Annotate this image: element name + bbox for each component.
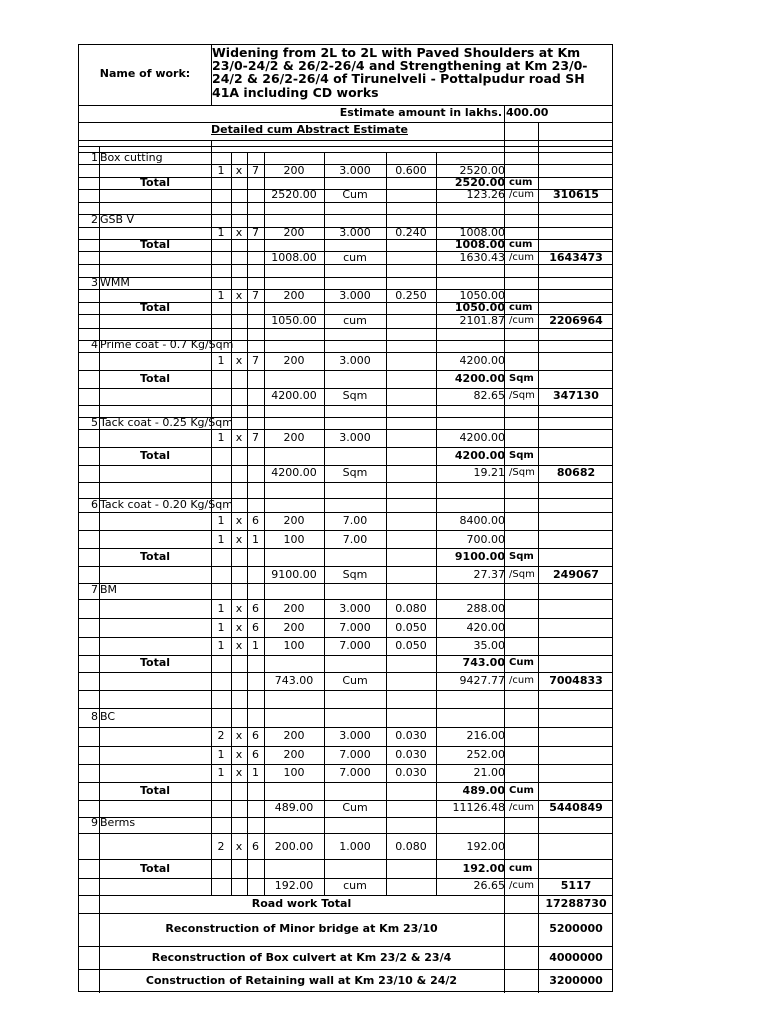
summary-amount: 17288730 (545, 897, 607, 910)
length-cell: 200 (283, 514, 305, 527)
rate-cell: 82.65 (473, 389, 505, 402)
multiplier-cell: 1 (217, 621, 225, 634)
count-cell: 6 (252, 729, 259, 742)
grid-line (538, 122, 539, 140)
times-cell: x (235, 840, 243, 853)
grid-line (79, 969, 612, 970)
total-quantity: 192.00 (462, 862, 505, 875)
total-label: Total (139, 301, 171, 314)
multiplier-cell: 1 (217, 164, 225, 177)
quantity-cell: 288.00 (466, 602, 505, 615)
times-cell: x (235, 729, 243, 742)
quantity-cell: 4200.00 (459, 431, 505, 444)
total-unit: Sqm (509, 450, 534, 461)
count-cell: 6 (252, 840, 259, 853)
rate-unit: /cum (509, 802, 534, 813)
summary-label: Reconstruction of Box culvert at Km 23/2 & 23/4 (151, 951, 452, 964)
item-name: Box cutting (100, 151, 163, 164)
grid-line (79, 512, 612, 513)
breadth-cell: 3.000 (339, 226, 371, 239)
rate-unit: /cum (509, 252, 534, 263)
rate-unit: /cum (509, 675, 534, 686)
item-name: WMM (100, 276, 130, 289)
depth-cell: 0.050 (395, 621, 427, 634)
abstract-unit: Sqm (342, 466, 368, 479)
item-number: 1 (91, 151, 98, 164)
abstract-unit: cum (343, 251, 367, 264)
grid-line (79, 764, 612, 765)
quantity-cell: 216.00 (466, 729, 505, 742)
item-number: 2 (91, 213, 98, 226)
grid-line (79, 328, 612, 329)
total-unit: cum (509, 863, 533, 874)
length-cell: 200 (283, 164, 305, 177)
depth-cell: 0.080 (395, 840, 427, 853)
grid-line (79, 708, 612, 709)
breadth-cell: 3.000 (339, 289, 371, 302)
estimate-sheet (78, 44, 613, 992)
multiplier-cell: 1 (217, 766, 225, 779)
times-cell: x (235, 766, 243, 779)
count-cell: 1 (252, 639, 259, 652)
rate-cell: 123.26 (466, 188, 505, 201)
breadth-cell: 7.000 (339, 639, 371, 652)
rate-unit: /Sqm (509, 569, 535, 580)
grid-line (79, 202, 612, 203)
total-quantity: 1050.00 (454, 301, 505, 314)
abstract-quantity: 1008.00 (271, 251, 317, 264)
abstract-quantity: 489.00 (274, 801, 314, 814)
multiplier-cell: 1 (217, 748, 225, 761)
abstract-unit: Cum (342, 674, 368, 687)
summary-amount: 5200000 (549, 922, 603, 935)
amount-cell: 80682 (556, 466, 596, 479)
quantity-cell: 8400.00 (459, 514, 505, 527)
item-name: Tack coat - 0.25 Kg/Sqm (100, 416, 233, 429)
times-cell: x (235, 164, 243, 177)
rate-cell: 26.65 (473, 879, 505, 892)
total-label: Total (139, 656, 171, 669)
item-number: 8 (91, 710, 98, 723)
abstract-quantity: 2520.00 (271, 188, 317, 201)
count-cell: 1 (252, 766, 259, 779)
grid-line (79, 946, 612, 947)
abstract-unit: Sqm (342, 389, 368, 402)
multiplier-cell: 2 (217, 840, 225, 853)
summary-label: Road work Total (251, 897, 352, 910)
length-cell: 100 (283, 639, 305, 652)
item-name: GSB V (100, 213, 135, 226)
times-cell: x (235, 602, 243, 615)
grid-line (79, 913, 612, 914)
grid-line (79, 482, 612, 483)
quantity-cell: 700.00 (466, 533, 505, 546)
grid-line (79, 370, 612, 371)
breadth-cell: 7.000 (339, 621, 371, 634)
abstract-unit: Cum (342, 801, 368, 814)
rate-cell: 19.21 (473, 466, 505, 479)
quantity-cell: 1050.00 (459, 289, 505, 302)
times-cell: x (235, 621, 243, 634)
times-cell: x (235, 289, 243, 302)
total-label: Total (139, 176, 171, 189)
count-cell: 6 (252, 602, 259, 615)
length-cell: 200 (283, 289, 305, 302)
grid-line (79, 140, 612, 141)
quantity-cell: 4200.00 (459, 354, 505, 367)
length-cell: 200 (283, 226, 305, 239)
count-cell: 7 (252, 226, 259, 239)
amount-cell: 1643473 (549, 251, 603, 264)
multiplier-cell: 1 (217, 602, 225, 615)
summary-label: Construction of Retaining wall at Km 23/10 & 24/2 (145, 974, 458, 987)
breadth-cell: 3.000 (339, 354, 371, 367)
grid-line (79, 566, 612, 567)
total-quantity: 743.00 (462, 656, 505, 669)
item-name: Berms (100, 816, 136, 829)
breadth-cell: 3.000 (339, 164, 371, 177)
summary-amount: 4000000 (549, 951, 603, 964)
abstract-unit: Sqm (342, 568, 368, 581)
depth-cell: 0.050 (395, 639, 427, 652)
abstract-unit: Cum (342, 188, 368, 201)
total-unit: cum (509, 302, 533, 313)
times-cell: x (235, 748, 243, 761)
grid-line (79, 746, 612, 747)
abstract-quantity: 743.00 (274, 674, 314, 687)
count-cell: 7 (252, 354, 259, 367)
total-unit: cum (509, 177, 533, 188)
abstract-quantity: 9100.00 (271, 568, 317, 581)
depth-cell: 0.240 (395, 226, 427, 239)
item-number: 5 (91, 416, 98, 429)
grid-line (79, 146, 612, 147)
total-unit: Cum (509, 657, 534, 668)
item-name: BM (100, 583, 118, 596)
length-cell: 100 (283, 766, 305, 779)
total-unit: cum (509, 239, 533, 250)
count-cell: 7 (252, 431, 259, 444)
grid-line (79, 447, 612, 448)
grid-line (79, 548, 612, 549)
breadth-cell: 7.000 (339, 748, 371, 761)
rate-cell: 2101.87 (459, 314, 505, 327)
breadth-cell: 3.000 (339, 729, 371, 742)
depth-cell: 0.030 (395, 748, 427, 761)
grid-line (79, 833, 612, 834)
grid-line (79, 859, 612, 860)
abstract-unit: cum (343, 314, 367, 327)
length-cell: 200 (283, 354, 305, 367)
abstract-quantity: 4200.00 (271, 466, 317, 479)
total-label: Total (139, 784, 171, 797)
times-cell: x (235, 354, 243, 367)
rate-cell: 1630.43 (459, 251, 505, 264)
total-quantity: 489.00 (462, 784, 505, 797)
length-cell: 200 (283, 431, 305, 444)
quantity-cell: 21.00 (473, 766, 505, 779)
item-name: Prime coat - 0.7 Kg/Sqm (100, 338, 234, 351)
breadth-cell: 3.000 (339, 602, 371, 615)
quantity-cell: 35.00 (473, 639, 505, 652)
work-title: Widening from 2L to 2L with Paved Shoulders at Km 23/0-24/2 & 26/2-26/4 and Strengthening at Km 23/0-24/2 & 26/2-26/4 of Tirunelveli - Pottalpudur road SH 41A including CD works (212, 45, 588, 100)
breadth-cell: 1.000 (339, 840, 371, 853)
multiplier-cell: 1 (217, 289, 225, 302)
grid-line (538, 140, 539, 993)
depth-cell: 0.250 (395, 289, 427, 302)
length-cell: 200 (283, 729, 305, 742)
times-cell: x (235, 514, 243, 527)
total-quantity: 9100.00 (454, 550, 505, 563)
grid-line (386, 152, 387, 895)
multiplier-cell: 1 (217, 226, 225, 239)
multiplier-cell: 1 (217, 514, 225, 527)
multiplier-cell: 2 (217, 729, 225, 742)
count-cell: 6 (252, 514, 259, 527)
depth-cell: 0.030 (395, 729, 427, 742)
name-of-work-label: Name of work: (99, 67, 191, 80)
breadth-cell: 7.000 (339, 766, 371, 779)
item-name: BC (100, 710, 116, 723)
amount-cell: 310615 (553, 188, 599, 201)
count-cell: 1 (252, 533, 259, 546)
depth-cell: 0.080 (395, 602, 427, 615)
item-name: Tack coat - 0.20 Kg/Sqm (100, 498, 233, 511)
grid-line (79, 637, 612, 638)
quantity-cell: 2520.00 (459, 164, 505, 177)
item-number: 7 (91, 583, 98, 596)
rate-unit: /Sqm (509, 467, 535, 478)
rate-cell: 11126.48 (452, 801, 505, 814)
grid-line (79, 352, 612, 353)
times-cell: x (235, 431, 243, 444)
count-cell: 7 (252, 164, 259, 177)
count-cell: 7 (252, 289, 259, 302)
rate-cell: 9427.77 (459, 674, 505, 687)
total-label: Total (139, 550, 171, 563)
length-cell: 100 (283, 533, 305, 546)
amount-cell: 7004833 (549, 674, 603, 687)
grid-line (99, 146, 100, 913)
abstract-quantity: 192.00 (274, 879, 314, 892)
grid-line (79, 405, 612, 406)
amount-cell: 249067 (553, 568, 599, 581)
multiplier-cell: 1 (217, 354, 225, 367)
total-unit: Cum (509, 785, 534, 796)
length-cell: 200.00 (274, 840, 314, 853)
multiplier-cell: 1 (217, 639, 225, 652)
amount-cell: 5440849 (549, 801, 603, 814)
grid-line (504, 105, 505, 140)
length-cell: 200 (283, 748, 305, 761)
quantity-cell: 1008.00 (459, 226, 505, 239)
quantity-cell: 252.00 (466, 748, 505, 761)
summary-label: Reconstruction of Minor bridge at Km 23/10 (165, 922, 438, 935)
depth-cell: 0.600 (395, 164, 427, 177)
total-unit: Sqm (509, 551, 534, 562)
rate-unit: /Sqm (509, 390, 535, 401)
breadth-cell: 7.00 (342, 514, 368, 527)
depth-cell: 0.030 (395, 766, 427, 779)
amount-cell: 2206964 (549, 314, 603, 327)
item-number: 4 (91, 338, 98, 351)
amount-cell: 5117 (560, 879, 592, 892)
item-number: 9 (91, 816, 98, 829)
grid-line (79, 429, 612, 430)
grid-line (79, 599, 612, 600)
total-quantity: 1008.00 (454, 238, 505, 251)
estimate-amount-label: Estimate amount in lakhs. (339, 106, 502, 119)
abstract-quantity: 4200.00 (271, 389, 317, 402)
grid-line (79, 672, 612, 673)
total-quantity: 2520.00 (454, 176, 505, 189)
grid-line (79, 895, 612, 896)
grid-line (79, 530, 612, 531)
length-cell: 200 (283, 621, 305, 634)
total-quantity: 4200.00 (454, 449, 505, 462)
rate-cell: 27.37 (473, 568, 505, 581)
total-label: Total (139, 372, 171, 385)
multiplier-cell: 1 (217, 431, 225, 444)
quantity-cell: 192.00 (466, 840, 505, 853)
total-quantity: 4200.00 (454, 372, 505, 385)
rate-unit: /cum (509, 315, 534, 326)
item-number: 6 (91, 498, 98, 511)
grid-line (79, 264, 612, 265)
total-label: Total (139, 238, 171, 251)
times-cell: x (235, 226, 243, 239)
times-cell: x (235, 533, 243, 546)
breadth-cell: 7.00 (342, 533, 368, 546)
grid-line (79, 618, 612, 619)
breadth-cell: 3.000 (339, 431, 371, 444)
total-label: Total (139, 449, 171, 462)
amount-cell: 347130 (553, 389, 599, 402)
total-unit: Sqm (509, 373, 534, 384)
grid-line (79, 690, 612, 691)
estimate-subtitle: Detailed cum Abstract Estimate (211, 123, 408, 136)
grid-line (79, 727, 612, 728)
abstract-unit: cum (343, 879, 367, 892)
multiplier-cell: 1 (217, 533, 225, 546)
count-cell: 6 (252, 748, 259, 761)
length-cell: 200 (283, 602, 305, 615)
estimate-amount-value: 400.00 (506, 106, 549, 119)
rate-unit: /cum (509, 880, 534, 891)
times-cell: x (235, 639, 243, 652)
count-cell: 6 (252, 621, 259, 634)
abstract-quantity: 1050.00 (271, 314, 317, 327)
total-label: Total (139, 862, 171, 875)
grid-line (79, 782, 612, 783)
quantity-cell: 420.00 (466, 621, 505, 634)
item-number: 3 (91, 276, 98, 289)
summary-amount: 3200000 (549, 974, 603, 987)
rate-unit: /cum (509, 189, 534, 200)
